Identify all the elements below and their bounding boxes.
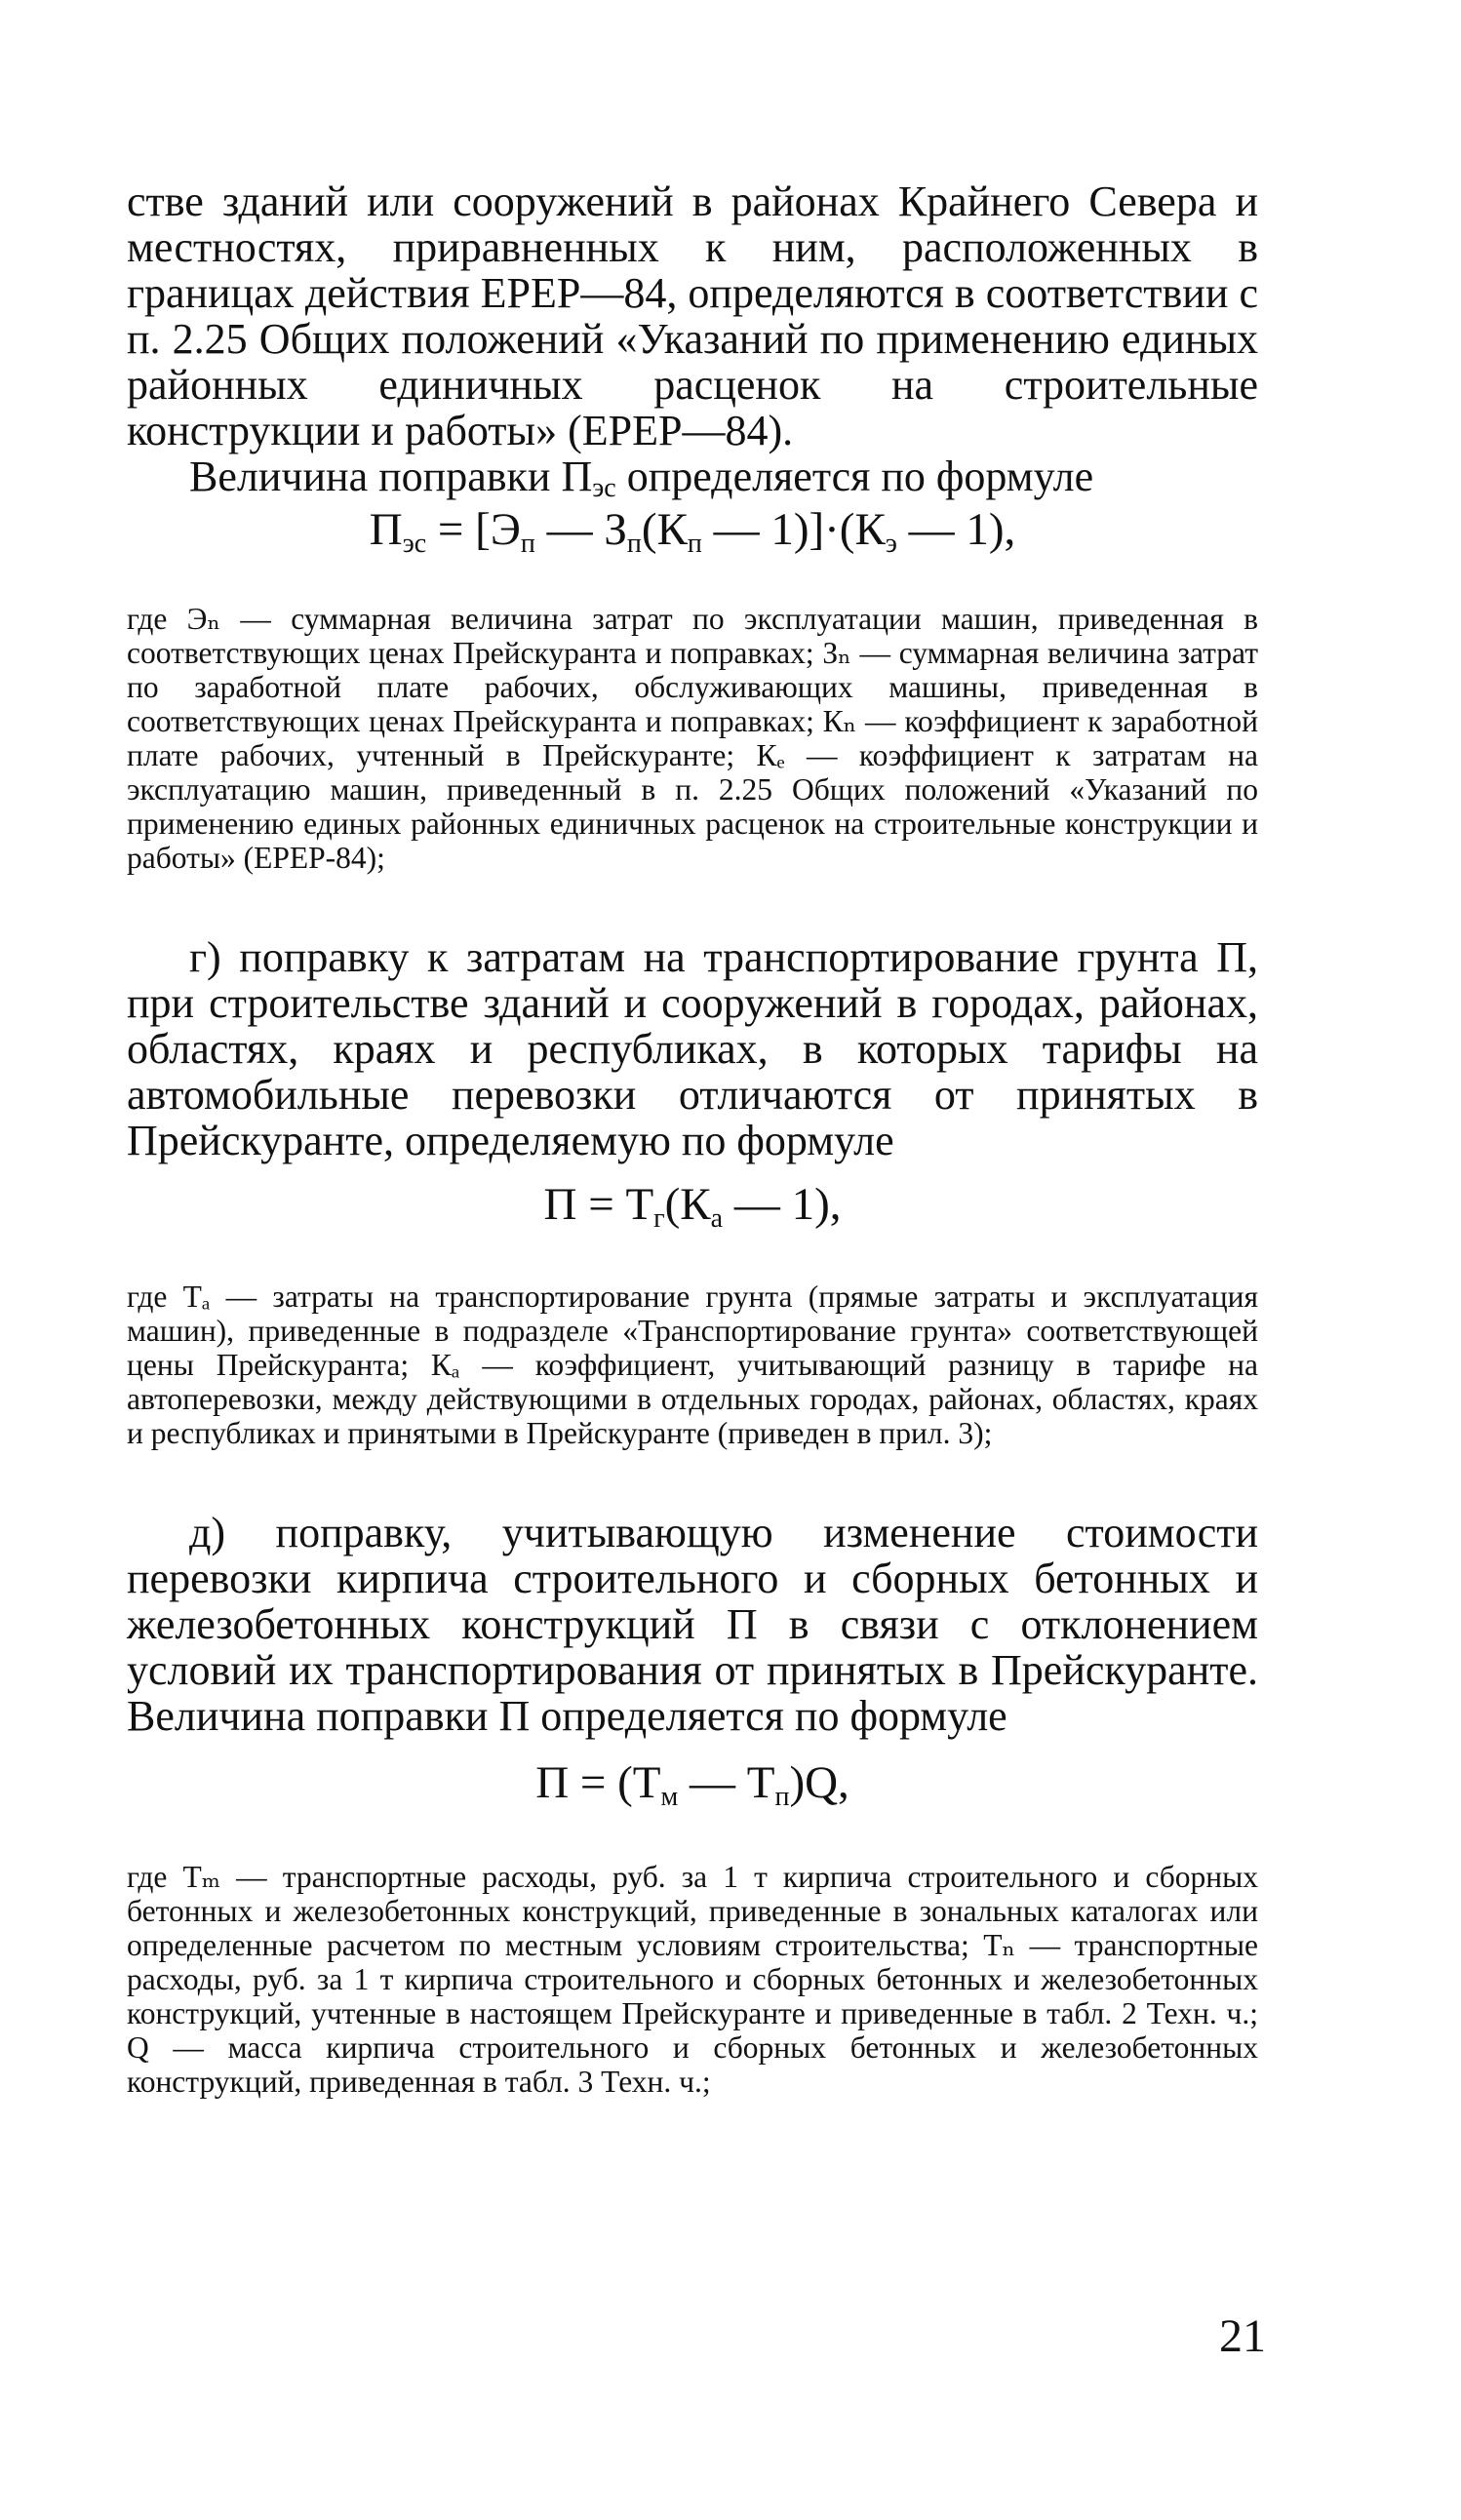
formula-sub: п	[520, 529, 535, 559]
paragraph-text: г) поправку к затратам на транспортирование грунта П, при строительстве зданий и сооружений в городах, районах, областях, краях и республиках, в которых тарифы на автомобильные перевозки отличаются от принятых в Прейскуранте, определяемую по формуле	[127, 933, 1258, 1164]
formula-part: (К	[664, 1179, 711, 1230]
where-clause-3	[127, 1829, 1258, 2129]
formula-sub: г	[653, 1203, 665, 1234]
formula-sub: э	[885, 529, 897, 559]
formula-part: П = (Т	[535, 1757, 661, 1808]
formula-sub: п	[774, 1782, 790, 1812]
formula-part: П = Т	[543, 1179, 654, 1230]
formula-sub: эс	[402, 529, 427, 559]
formula-part: — Т	[678, 1757, 775, 1808]
paragraph-text: стве зданий или сооружений в районах Крайнего Севера и местностях, приравненных к ним, расположенных в границах действия ЕРЕР—84, определяются в соответствии с п. 2.25 Общих положений «Указаний по применению единых районных единичных расценок на строительные конструкции и работы» (ЕРЕР—84).	[127, 177, 1258, 454]
where-text: где Эₙ — суммарная величина затрат по эксплуатации машин, приведенная в соответствующих ценах Прейскуранта и поправках; Зₙ — суммарная величина затрат по заработной плате рабочих, обслуживающих машины, приведенная в соответствующих ценах Прейскуранта и поправках; Кₙ — коэффициент к заработной плате рабочих, учтенный в Прейскуранте; Кₑ — коэффициент к затратам на эксплуатацию машин, приведенный в п. 2.25 Общих положений «Указаний по применению единых районных единичных расценок на строительные конструкции и работы» (ЕРЕР-84);	[127, 601, 1258, 875]
formula-part: )Q,	[789, 1757, 849, 1808]
where-text: где Тₘ — транспортные расходы, руб. за 1 т кирпича строительного и сборных бетонных и железобетонных конструкций, приведенные в зональных каталогах или определенные расчетом по местным условиям строительства; Тₙ — транспортные расходы, руб. за 1 т кирпича строительного и сборных бетонных и железобетонных конструкций, учтенные в настоящем Прейскуранте и приведенные в табл. 2 Техн. ч.; Q — масса кирпича строительного и сборных бетонных и железобетонных конструкций, приведенная в табл. 3 Техн. ч.;	[127, 1859, 1258, 2099]
where-clause-1	[127, 571, 1258, 905]
intro-sub: эс	[592, 473, 616, 503]
formula-part: — 1),	[723, 1179, 842, 1230]
formula-part: = [Э	[426, 504, 521, 555]
formula-sub: а	[710, 1203, 724, 1234]
formula-part: (К	[641, 504, 688, 555]
formula-3	[127, 1755, 1258, 1825]
intro-text: Величина поправки П	[189, 453, 593, 500]
page-number: 21	[1219, 2310, 1266, 2362]
where-clause-2	[127, 1248, 1258, 1480]
formula-2	[127, 1177, 1258, 1246]
formula-part: — 1),	[896, 504, 1016, 555]
paragraph-text: д) поправку, учитывающую изменение стоимости перевозки кирпича строительного и сборных бетонных и железобетонных конструкций П в связи с отклонением условий их транспортирования от принятых в Прейскуранте. Величина поправки П определяется по формуле	[127, 1509, 1258, 1740]
formula-1	[127, 502, 1258, 571]
paragraph-d	[127, 1510, 1258, 1739]
formula-part: — 1)]·(К	[701, 504, 886, 555]
paragraph-g	[127, 934, 1258, 1163]
formula-part: П	[369, 504, 403, 555]
formula-part: — З	[534, 504, 627, 555]
formula-sub: м	[660, 1782, 679, 1812]
paragraph-continuation	[127, 178, 1258, 453]
where-text: где Тₐ — затраты на транспортирование грунта (прямые затраты и эксплуатация машин), приведенные в подразделе «Транспортирование грунта» соответствующей цены Прейскуранта; Кₐ — коэффициент, учитывающий разницу в тарифе на автоперевозки, между действующими в отдельных городах, районах, областях, краях и республиках и принятыми в Прейскуранте (приведен в прил. 3);	[127, 1279, 1258, 1450]
formula-sub: п	[687, 529, 702, 559]
formula-sub: п	[626, 529, 642, 559]
intro-end: определяется по формуле	[615, 453, 1094, 500]
